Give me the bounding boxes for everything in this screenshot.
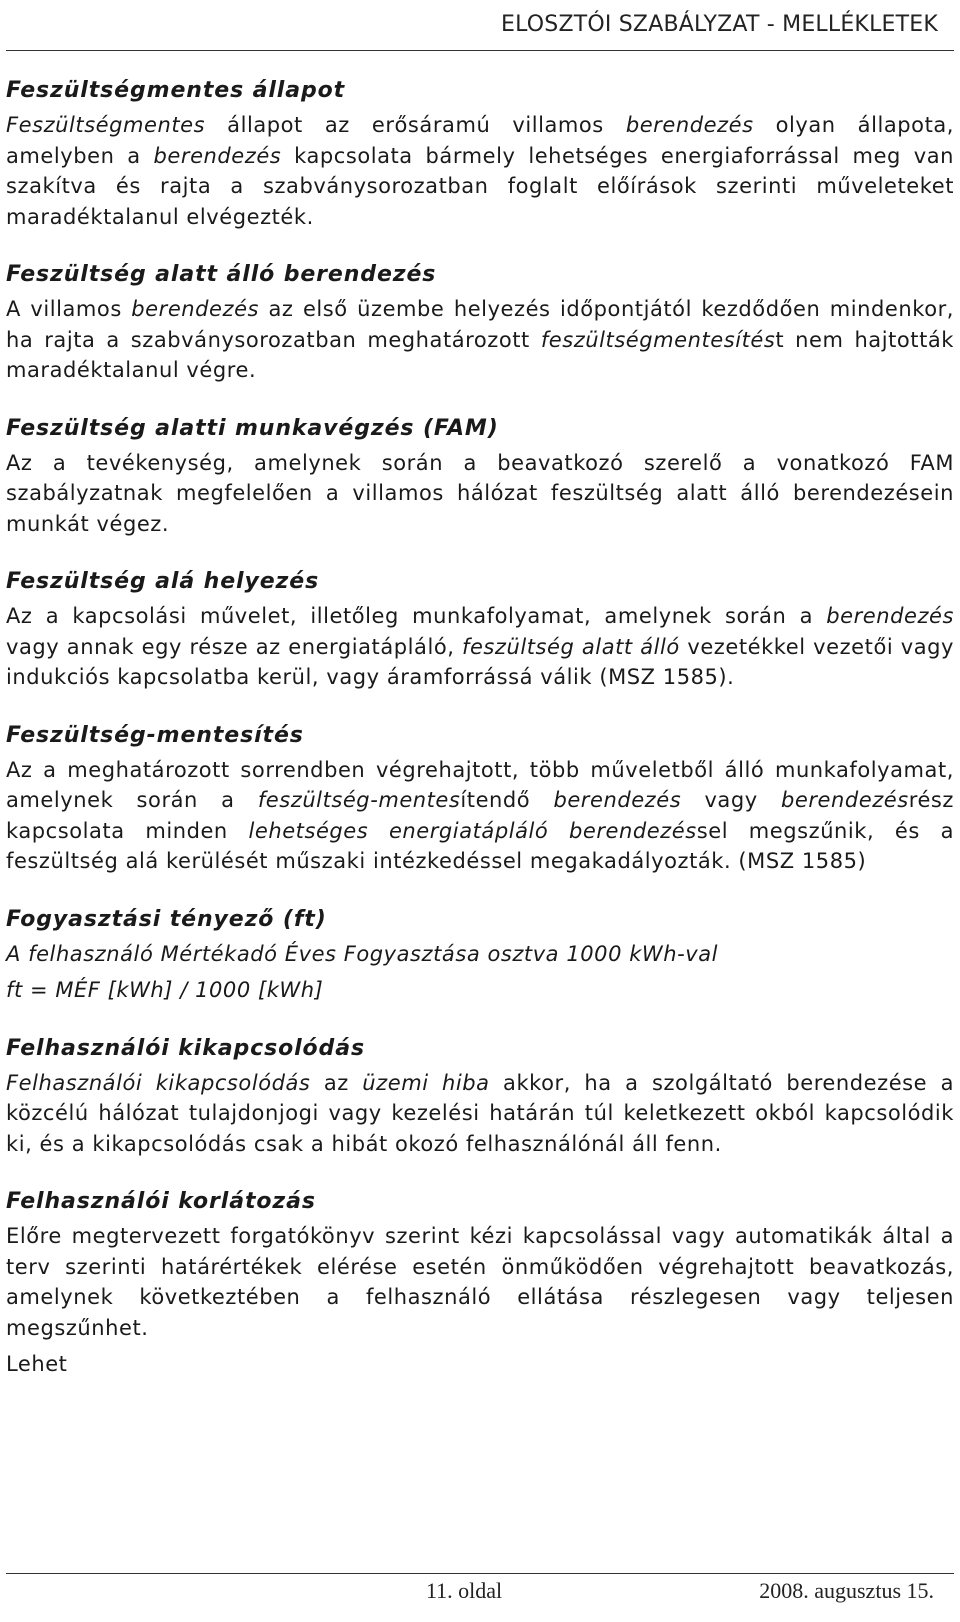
italic-term: feszültségmentesítés	[540, 327, 776, 352]
italic-term: feszültség-mentes	[257, 788, 461, 812]
entry-feszultsegmentes-allapot	[6, 74, 954, 232]
italic-term: üzemi hiba	[362, 1070, 490, 1095]
entry-feszultseg-ala-helyezes	[6, 565, 954, 693]
entry-body: Az a meghatározott sorrendben végrehajtott, több műveletből álló munkafolyamat, amelynek során a feszültség-mentesítendő berendezés vagy berendezésrész kapcsolata minden lehetséges energiatápláló berendezéssel megszűnik, és a feszültség alá kerülését műszaki intézkedéssel megakadályozták. (MSZ 1585)	[6, 757, 954, 873]
footer-divider	[6, 1573, 954, 1574]
entry-felhasznaloi-kikapcsolodas	[6, 1032, 954, 1160]
header-divider	[6, 50, 954, 51]
entry-body: Előre megtervezett forgatókönyv szerint kézi kapcsolással vagy automatikák által a terv szerinti határértékek elérése esetén önműködően végrehajtott beavatkozás, amelynek következtében a felhasználó ellátása részlegesen vagy teljesen megszűnhet.	[6, 1224, 954, 1340]
footer-page-number: 11. oldal	[426, 1578, 503, 1603]
italic-term: berendezés	[625, 113, 754, 137]
entry-title: Feszültség alatt álló berendezés	[6, 262, 437, 287]
entry-feszultseg-alatt-allo-berendezes	[6, 258, 954, 386]
document-body	[6, 74, 954, 1406]
entry-feszultseg-mentesites	[6, 719, 954, 877]
italic-term: Felhasználói kikapcsolódás	[6, 1070, 311, 1095]
italic-term: berendezés	[131, 297, 260, 321]
entry-body: Az a kapcsolási művelet, illetőleg munkafolyamat, amelynek során a berendezés vagy annak egy része az energiatápláló, feszültség alatt álló vezetékkel vezetői vagy indukciós kapcsolatba kerül, vagy áramforrássá válik (MSZ 1585).	[6, 604, 955, 689]
entry-trailing-text: Lehet	[6, 1352, 68, 1376]
entry-title: Fogyasztási tényező (ft)	[6, 906, 327, 932]
entry-definition: A felhasználó Mértékadó Éves Fogyasztása osztva 1000 kWh-val	[6, 941, 718, 966]
entry-body: Felhasználói kikapcsolódás az üzemi hiba akkor, ha a szolgáltató berendezése a közcélú hálózat tulajdonjogi vagy kezelési határán túl keletkezett okból kapcsolódik ki, és a kikapcsolódás csak a hibát okozó felhasználónál áll fenn.	[6, 1070, 954, 1156]
entry-title: Feszültség alatti munkavégzés (FAM)	[6, 415, 499, 441]
italic-term: berendezés	[153, 143, 282, 168]
italic-term: feszültség alatt álló	[462, 634, 680, 659]
italic-term: Feszültségmentes	[6, 113, 206, 137]
entry-title: Felhasználói kikapcsolódás	[6, 1035, 365, 1061]
footer-date: 2008. augusztus 15.	[759, 1578, 934, 1603]
entry-felhasznaloi-korlatozas	[6, 1185, 954, 1380]
entry-fogyasztasi-tenyezo	[6, 903, 954, 1006]
italic-term: berendezés	[826, 604, 954, 628]
entry-body: Feszültségmentes állapot az erősáramú villamos berendezés olyan állapota, amelyben a berendezés kapcsolata bármely lehetséges energiaforrással meg van szakítva és rajta a szabványsorozatban foglalt előírások szerinti műveleteket maradéktalanul elvégezték.	[6, 113, 954, 229]
entry-formula: ft = MÉF [kWh] / 1000 [kWh]	[6, 978, 324, 1002]
entry-body: Az a tevékenység, amelynek során a beavatkozó szerelő a vonatkozó FAM szabályzatnak megfelelően a villamos hálózat feszültség alatt álló berendezésein munkát végez.	[6, 450, 954, 536]
italic-term: berendezés	[553, 788, 682, 812]
entry-title: Feszültségmentes állapot	[6, 78, 346, 103]
entry-body: A villamos berendezés az első üzembe helyezés időpontjától kezdődően mindenkor, ha rajta a szabványsorozatban meghatározott feszültségmentesítést nem hajtották maradéktalanul végre.	[6, 297, 955, 382]
entry-title: Felhasználói korlátozás	[6, 1189, 316, 1214]
entry-title: Feszültség-mentesítés	[6, 722, 304, 748]
entry-title: Feszültség alá helyezés	[6, 569, 320, 594]
italic-term: lehetséges energiatápláló berendezés	[248, 818, 697, 843]
entry-feszultseg-alatti-munkavegzes	[6, 412, 954, 540]
page-header-title: ELOSZTÓI SZABÁLYZAT - MELLÉKLETEK	[501, 12, 938, 37]
italic-term: berendezés	[780, 788, 909, 812]
